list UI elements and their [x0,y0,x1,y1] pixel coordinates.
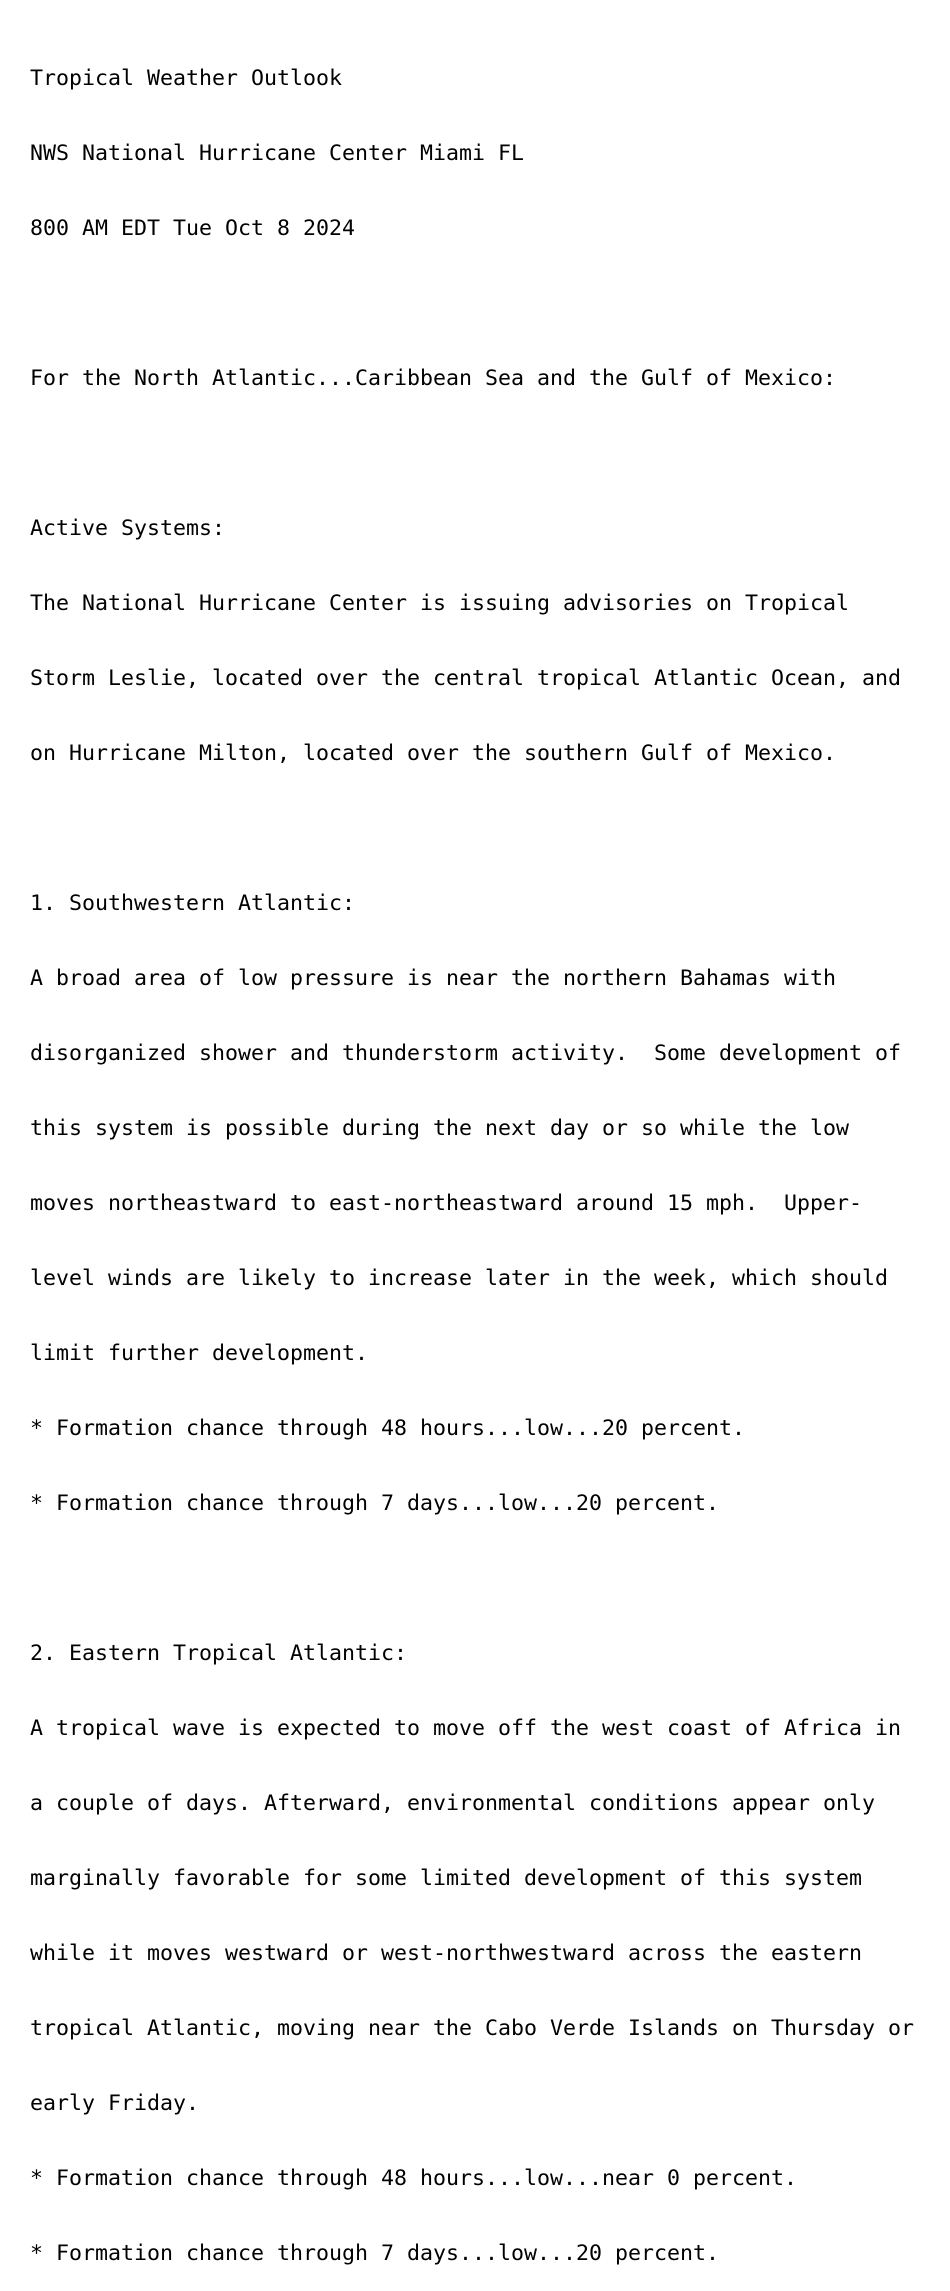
area-2-chance-48h: * Formation chance through 48 hours...low...near 0 percent. [30,2166,798,2191]
area-2-line: while it moves westward or west-northwestward across the eastern [30,1941,863,1966]
area-2-heading: 2. Eastern Tropical Atlantic: [30,1641,408,1666]
active-systems-heading: Active Systems: [30,516,226,541]
area-1-line: level winds are likely to increase later in the week, which should [30,1266,889,1291]
area-2-line: a couple of days. Afterward, environmental conditions appear only [30,1791,876,1816]
outlook-title: Tropical Weather Outlook [30,66,343,91]
area-1-chance-7d: * Formation chance through 7 days...low...20 percent. [30,1491,720,1516]
area-1-heading: 1. Southwestern Atlantic: [30,891,356,916]
area-1-chance-48h: * Formation chance through 48 hours...low...20 percent. [30,1416,746,1441]
area-1-line: moves northeastward to east-northeastward around 15 mph. Upper- [30,1191,863,1216]
region-statement: For the North Atlantic...Caribbean Sea and the Gulf of Mexico: [30,366,837,391]
active-systems-line: Storm Leslie, located over the central tropical Atlantic Ocean, and [30,666,902,691]
blank-line [30,441,914,466]
issue-time: 800 AM EDT Tue Oct 8 2024 [30,216,356,241]
area-2-line: marginally favorable for some limited development of this system [30,1866,863,1891]
blank-line [30,291,914,316]
area-1-line: disorganized shower and thunderstorm activity. Some development of [30,1041,902,1066]
blank-line [30,1566,914,1591]
active-systems-line: on Hurricane Milton, located over the southern Gulf of Mexico. [30,741,837,766]
area-1-line: this system is possible during the next day or so while the low [30,1116,850,1141]
area-2-line: A tropical wave is expected to move off the west coast of Africa in [30,1716,902,1741]
area-2-line: early Friday. [30,2091,200,2116]
outlook-text-document [30,16,914,2291]
issuing-office: NWS National Hurricane Center Miami FL [30,141,525,166]
area-2-chance-7d: * Formation chance through 7 days...low...20 percent. [30,2241,720,2266]
area-2-line: tropical Atlantic, moving near the Cabo Verde Islands on Thursday or [30,2016,915,2041]
area-1-line: A broad area of low pressure is near the northern Bahamas with [30,966,837,991]
area-1-line: limit further development. [30,1341,369,1366]
active-systems-line: The National Hurricane Center is issuing advisories on Tropical [30,591,850,616]
blank-line [30,816,914,841]
